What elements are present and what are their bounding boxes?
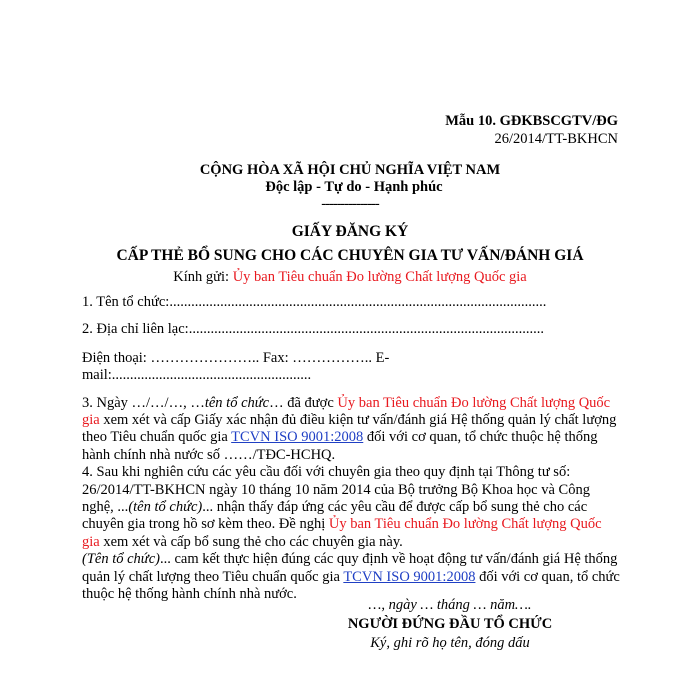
commitment-text-1: ... cam kết thực hiện đúng các quy định về hoạt động tư vấn/đánh giá Hệ thống quản lý chất lượng theo Tiêu chuẩn quốc gia (82, 551, 618, 585)
signature-instruction: Ký, ghi rõ họ tên, đóng dấu (370, 635, 530, 651)
item-3-standard-link[interactable]: TCVN ISO 9001:2008 (231, 429, 364, 446)
national-motto: Độc lập - Tự do - Hạnh phúc (265, 179, 443, 195)
header-divider: --------------- (321, 196, 379, 212)
form-code-title: Mẫu 10. GĐKBSCGTV/ĐG (445, 113, 618, 129)
form-code-circular: 26/2014/TT-BKHCN (494, 131, 618, 147)
title-line-2: CẤP THẺ BỔ SUNG CHO CÁC CHUYÊN GIA TƯ VẤN/ĐÁNH GIÁ (116, 247, 584, 264)
commitment-org-name: (Tên tổ chức) (82, 551, 160, 568)
item-4-text-2: ... nhận thấy đáp ứng các yêu cầu để được cấp bổ sung thẻ cho các chuyên gia trong hồ sơ kèm theo. Đề nghị (82, 499, 588, 533)
item-3-committee: Ủy ban Tiêu chuẩn Đo lường Chất lượng Quốc gia (82, 394, 611, 429)
contact-field-line-1: Điện thoại: ………………….. Fax: …………….. E- (82, 349, 390, 366)
item-4-org-name: (tên tổ chức) (128, 499, 203, 516)
signature-block (330, 596, 570, 653)
contact-field-line-2: mail:....................................................... (82, 367, 312, 384)
signature-title: NGƯỜI ĐỨNG ĐẦU TỔ CHỨC (347, 616, 553, 632)
form-code (445, 112, 618, 148)
addressee-recipient: Ủy ban Tiêu chuẩn Đo lường Chất lượng Quốc gia (232, 269, 527, 285)
commitment-text-2: đối với cơ quan, tổ chức thuộc hệ thống hành chính nhà nước. (82, 568, 620, 603)
item-4-text-1: 4. Sau khi nghiên cứu các yêu cầu đối với chuyên gia theo quy định tại Thông tư số: 26/2014/TT-BKHCN ngày 10 tháng 10 năm 2014 của Bộ trưởng Bộ Khoa học và Công nghệ, ... (82, 464, 590, 516)
signature-date: …, ngày … tháng … năm…. (368, 597, 532, 613)
commitment-standard-link[interactable]: TCVN ISO 9001:2008 (343, 568, 476, 585)
item-4-text-3: xem xét và cấp bổ sung thẻ cho các chuyên gia này. (99, 533, 403, 550)
org-name-field: 1. Tên tổ chức:........................................................................................................ (82, 294, 547, 310)
item-3-text-2: … đã được (269, 394, 338, 411)
national-header (0, 162, 700, 213)
item-3-text-3: xem xét và cấp Giấy xác nhận đủ điều kiện tư vấn/đánh giá Hệ thống quản lý chất lượng theo Tiêu chuẩn quốc gia (82, 412, 617, 446)
item-4-committee: Ủy ban Tiêu chuẩn Đo lường Chất lượng Quốc gia (82, 516, 602, 550)
item-3-org-name: tên tổ chức (204, 394, 270, 411)
document-title (0, 220, 700, 268)
document-body (82, 294, 622, 604)
country-name: CỘNG HÒA XÃ HỘI CHỦ NGHĨA VIỆT NAM (199, 162, 501, 178)
item-3-text-4: đối với cơ quan, tổ chức thuộc hệ thống hành chính nhà nước số ……/TĐC-HCHQ. (82, 429, 598, 463)
addressee-line (0, 268, 700, 286)
item-4 (82, 464, 622, 551)
title-line-1: GIẤY ĐĂNG KÝ (291, 223, 409, 240)
item-3 (82, 395, 622, 465)
addressee-prefix: Kính gửi: (173, 269, 233, 285)
item-3-text-1: 3. Ngày …/…/…, … (82, 394, 205, 411)
address-field: 2. Địa chỉ liên lạc:.................................................................................................. (82, 321, 544, 338)
